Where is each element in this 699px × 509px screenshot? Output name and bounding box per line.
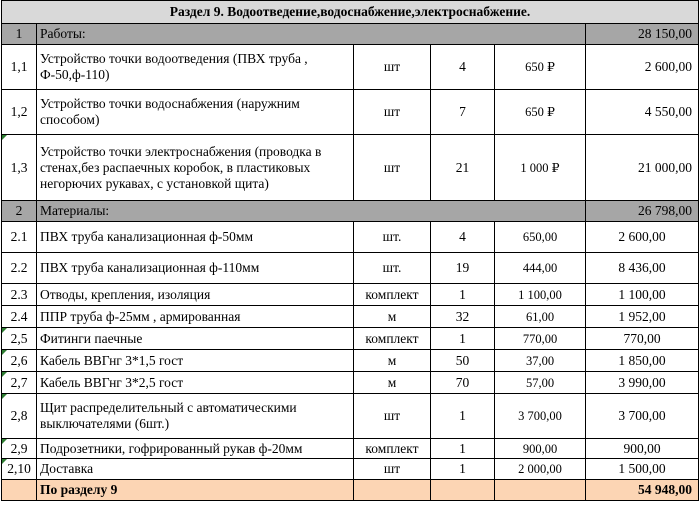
total-empty-cell: [431, 480, 495, 501]
row-number: 1,3: [2, 135, 37, 201]
table-row: [2, 45, 699, 90]
row-qty: 19: [431, 253, 495, 284]
table-row: [2, 284, 699, 306]
group-sum: 26 798,00: [586, 201, 699, 222]
estimate-table: [1, 0, 699, 501]
row-name: Фитинги паечные: [37, 328, 354, 350]
row-number: 2.2: [2, 253, 37, 284]
row-name: ППР труба ф-25мм , армированная: [37, 306, 354, 328]
table-row: [2, 306, 699, 328]
row-unit: шт: [354, 394, 431, 439]
table-row: [2, 394, 699, 439]
total-label: По разделу 9: [37, 480, 354, 501]
row-price: 1 100,00: [495, 284, 586, 306]
group-row-works: [2, 24, 699, 45]
row-number: 2.1: [2, 222, 37, 253]
row-price: 650,00: [495, 222, 586, 253]
row-name: Щит распределительный с автоматическими выключателями (6шт.): [37, 394, 354, 439]
row-price: 900,00: [495, 439, 586, 459]
row-price: 2 000,00: [495, 459, 586, 480]
table-row: [2, 222, 699, 253]
row-price: 444,00: [495, 253, 586, 284]
row-number: 2,9: [2, 439, 37, 459]
group-number: 2: [2, 201, 37, 222]
row-unit: шт.: [354, 253, 431, 284]
row-number: 2,10: [2, 459, 37, 480]
table-row: [2, 253, 699, 284]
total-empty-cell: [354, 480, 431, 501]
table-row: [2, 372, 699, 394]
table-row: [2, 90, 699, 135]
group-name: Материалы:: [37, 201, 586, 222]
group-sum: 28 150,00: [586, 24, 699, 45]
total-sum: 54 948,00: [586, 480, 699, 501]
row-qty: 1: [431, 439, 495, 459]
row-qty: 21: [431, 135, 495, 201]
row-name: Подрозетники, гофрированный рукав ф-20мм: [37, 439, 354, 459]
row-qty: 4: [431, 45, 495, 90]
row-sum: 2 600,00: [586, 222, 699, 253]
total-empty-cell: [2, 480, 37, 501]
row-price: 650 ₽: [495, 90, 586, 135]
row-qty: 1: [431, 394, 495, 439]
row-qty: 1: [431, 328, 495, 350]
row-unit: комплект: [354, 284, 431, 306]
table-row: [2, 328, 699, 350]
row-number: 2.3: [2, 284, 37, 306]
group-row-materials: [2, 201, 699, 222]
row-price: 57,00: [495, 372, 586, 394]
row-sum: 1 850,00: [586, 350, 699, 372]
row-sum: 1 952,00: [586, 306, 699, 328]
row-unit: шт: [354, 459, 431, 480]
table-row: [2, 459, 699, 480]
group-number: 1: [2, 24, 37, 45]
row-sum: 900,00: [586, 439, 699, 459]
row-name: Устройство точки электроснабжения (проводка в стенах,без распаечных коробок, в пластиковых негорючих рукавах, с установкой щита): [37, 135, 354, 201]
row-name: ПВХ труба канализационная ф-50мм: [37, 222, 354, 253]
row-price: 1 000 ₽: [495, 135, 586, 201]
row-price: 770,00: [495, 328, 586, 350]
row-number: 2,5: [2, 328, 37, 350]
row-unit: шт: [354, 45, 431, 90]
row-number: 2,6: [2, 350, 37, 372]
row-name: Кабель ВВГнг 3*1,5 гост: [37, 350, 354, 372]
row-price: 37,00: [495, 350, 586, 372]
row-name: Устройство точки водоотведения (ПВХ труба , Ф-50,ф-110): [37, 45, 354, 90]
row-number: 2,8: [2, 394, 37, 439]
row-qty: 50: [431, 350, 495, 372]
row-sum: 3 700,00: [586, 394, 699, 439]
row-unit: м: [354, 306, 431, 328]
row-qty: 32: [431, 306, 495, 328]
row-price: 650 ₽: [495, 45, 586, 90]
row-qty: 1: [431, 284, 495, 306]
row-name: Устройство точки водоснабжения (наружним способом): [37, 90, 354, 135]
row-sum: 4 550,00: [586, 90, 699, 135]
row-qty: 4: [431, 222, 495, 253]
section-header-row: [2, 1, 699, 24]
row-qty: 1: [431, 459, 495, 480]
table-row: [2, 350, 699, 372]
row-name: Кабель ВВГнг 3*2,5 гост: [37, 372, 354, 394]
row-qty: 7: [431, 90, 495, 135]
section-title: Раздел 9. Водоотведение,водоснабжение,электроснабжение.: [2, 1, 699, 24]
row-unit: комплект: [354, 328, 431, 350]
row-number: 2.4: [2, 306, 37, 328]
table-row: [2, 439, 699, 459]
total-empty-cell: [495, 480, 586, 501]
row-name: Доставка: [37, 459, 354, 480]
row-number: 2,7: [2, 372, 37, 394]
row-sum: 21 000,00: [586, 135, 699, 201]
row-qty: 70: [431, 372, 495, 394]
row-unit: шт.: [354, 222, 431, 253]
row-unit: м: [354, 350, 431, 372]
row-sum: 2 600,00: [586, 45, 699, 90]
row-unit: комплект: [354, 439, 431, 459]
row-sum: 1 500,00: [586, 459, 699, 480]
row-name: ПВХ труба канализационная ф-110мм: [37, 253, 354, 284]
row-unit: шт: [354, 90, 431, 135]
row-unit: м: [354, 372, 431, 394]
row-name: Отводы, крепления, изоляция: [37, 284, 354, 306]
row-sum: 770,00: [586, 328, 699, 350]
table-row: [2, 135, 699, 201]
row-sum: 1 100,00: [586, 284, 699, 306]
total-row: [2, 480, 699, 501]
row-number: 1,2: [2, 90, 37, 135]
row-price: 3 700,00: [495, 394, 586, 439]
group-name: Работы:: [37, 24, 586, 45]
row-number: 1,1: [2, 45, 37, 90]
row-price: 61,00: [495, 306, 586, 328]
row-unit: шт: [354, 135, 431, 201]
row-sum: 3 990,00: [586, 372, 699, 394]
row-sum: 8 436,00: [586, 253, 699, 284]
